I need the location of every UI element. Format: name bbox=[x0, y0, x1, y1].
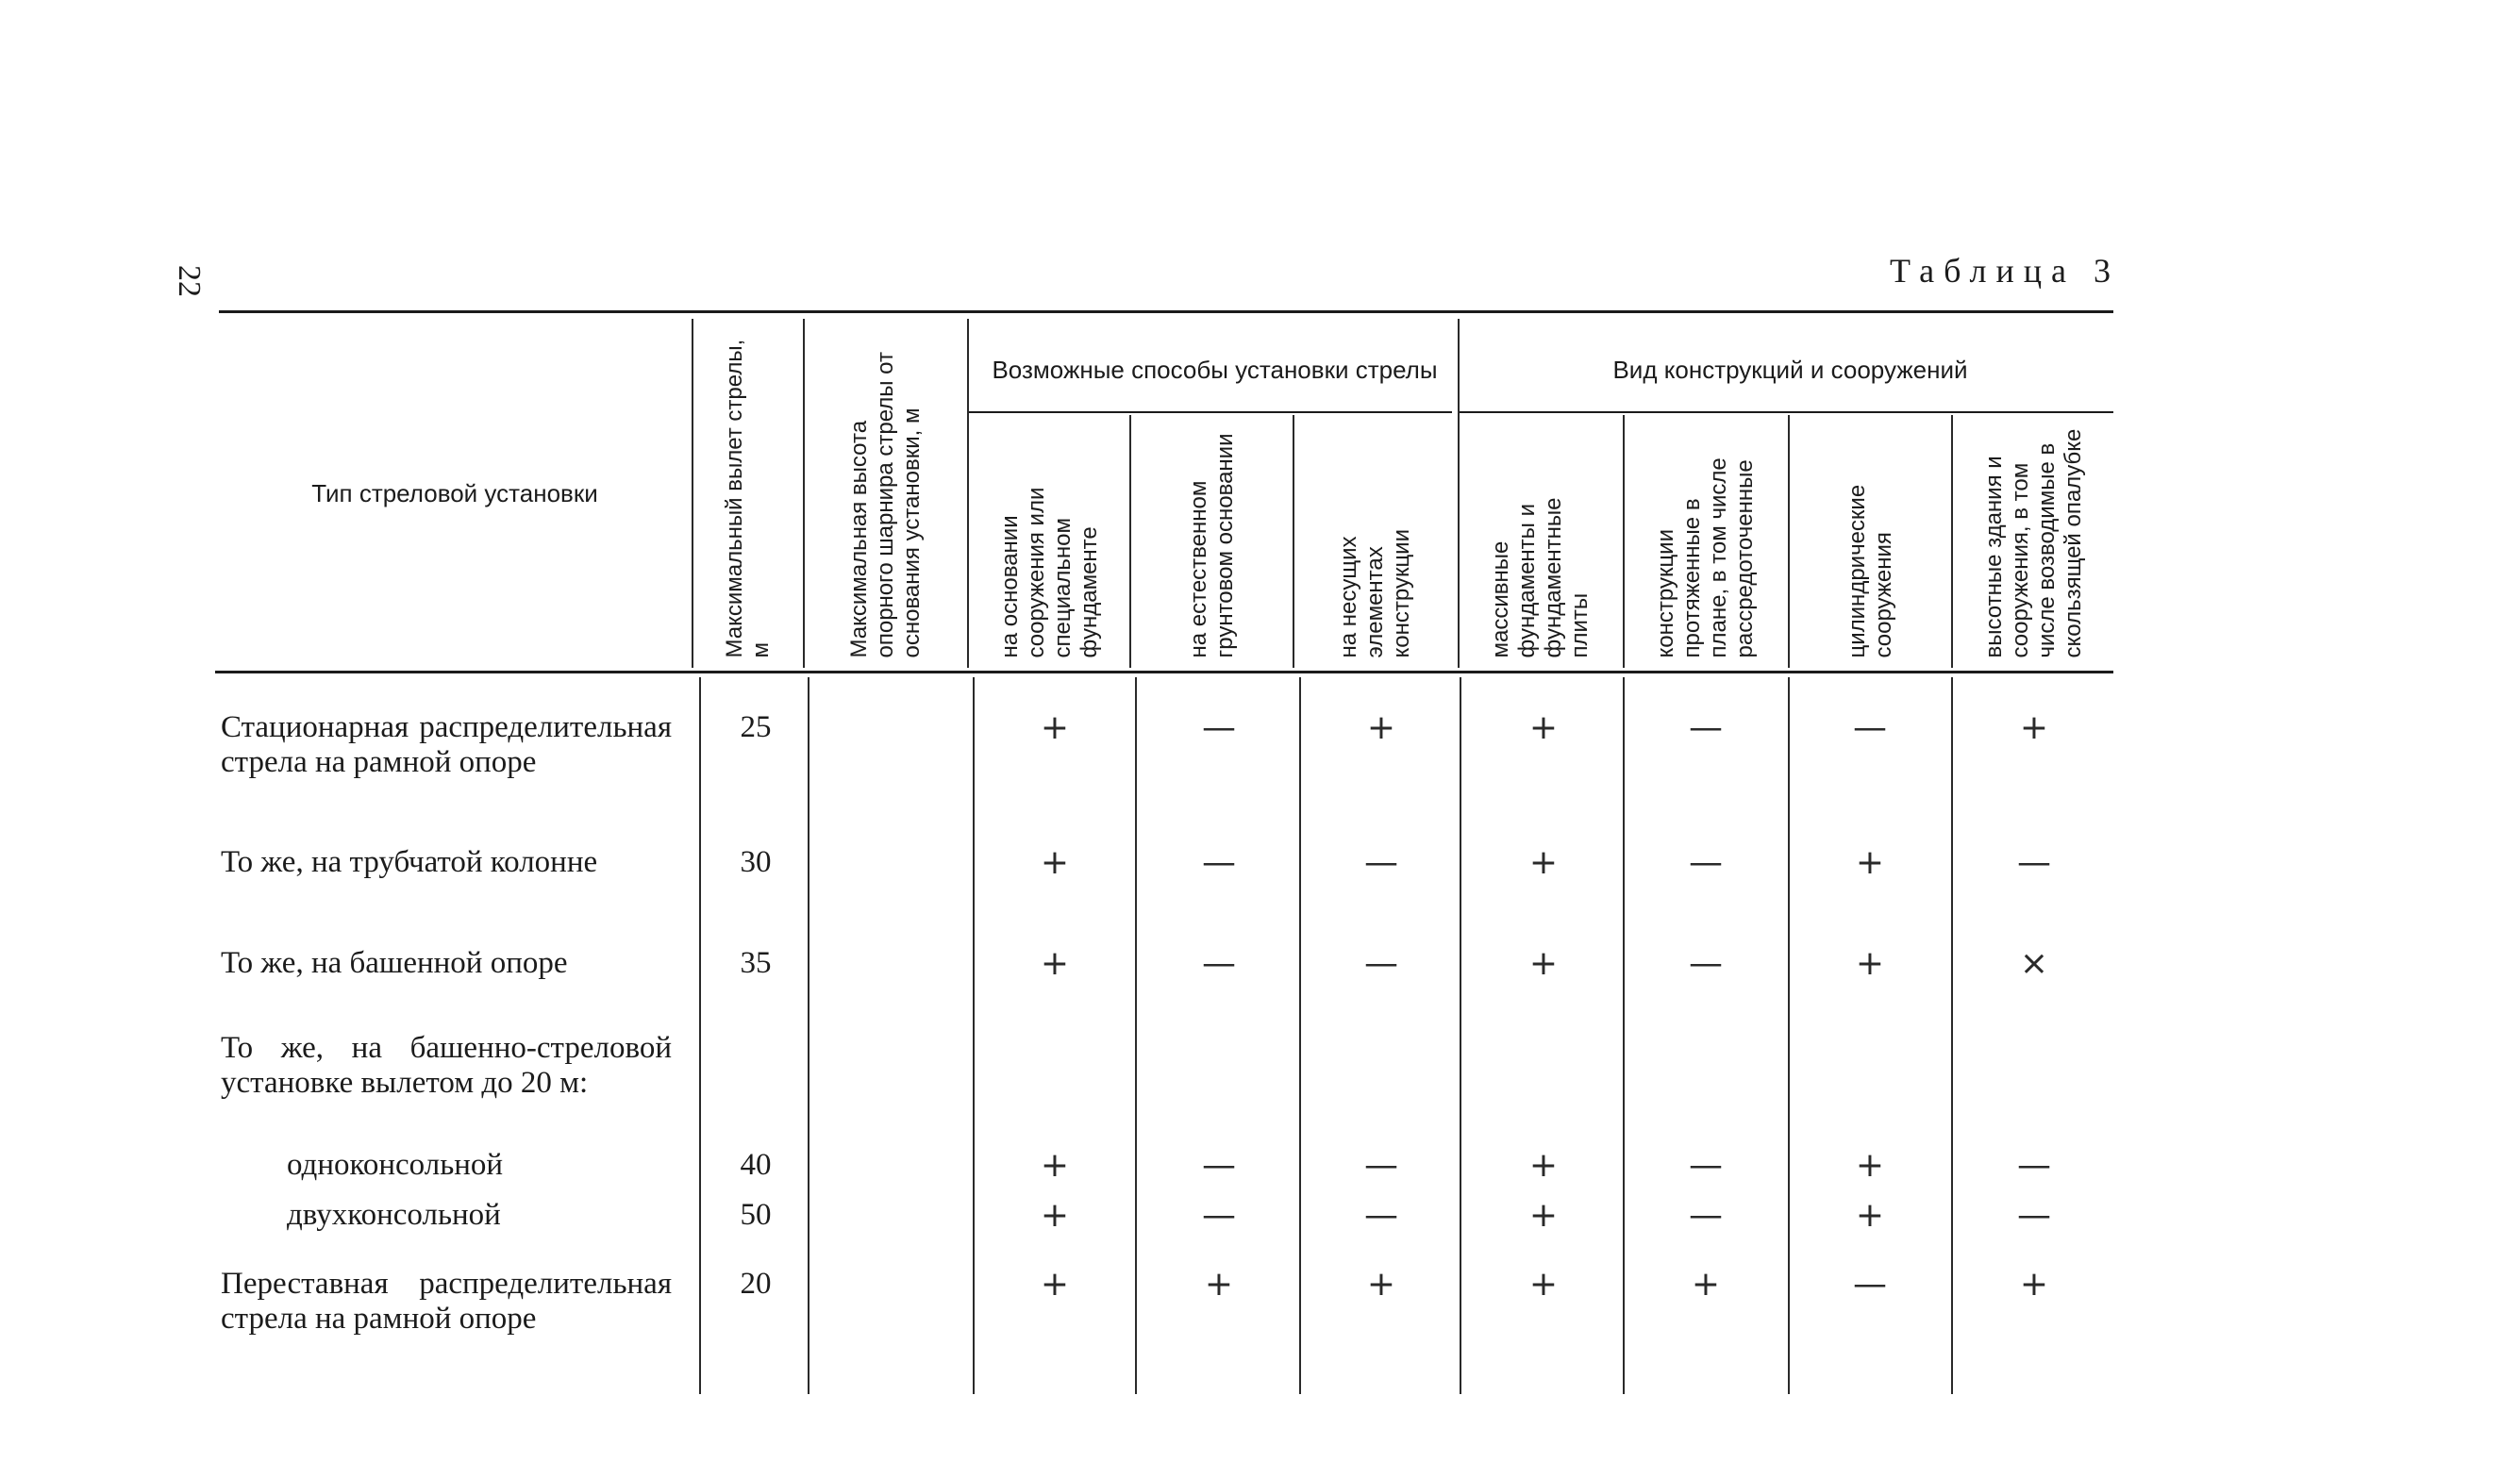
header-install-group: Возможные способы установки стрелы bbox=[992, 356, 1438, 384]
mark-install-ground: — bbox=[1202, 708, 1236, 747]
column-divider bbox=[1135, 677, 1137, 1394]
header-structure-highrise: высотные здания и сооружения, в том числе возводимые в скользящей опалубке bbox=[1980, 428, 2086, 658]
mark-structure-cylindrical: — bbox=[1853, 1265, 1887, 1304]
mark-structure-cylindrical: + bbox=[1855, 1146, 1885, 1185]
mark-structure-highrise: — bbox=[2017, 843, 2051, 882]
mark-structure-massive: + bbox=[1528, 1146, 1559, 1185]
mark-structure-highrise: + bbox=[2019, 708, 2049, 747]
mark-install-ground: + bbox=[1204, 1265, 1234, 1304]
column-divider bbox=[967, 319, 969, 668]
group-header-rule-structure bbox=[1460, 411, 2113, 413]
mark-structure-cylindrical: — bbox=[1853, 708, 1887, 747]
mark-install-structure: + bbox=[1366, 1265, 1396, 1304]
header-bottom-rule bbox=[215, 671, 2113, 673]
mark-structure-massive: + bbox=[1528, 1265, 1559, 1304]
header-install-ground: на естественном грунтовом основании bbox=[1185, 433, 1238, 658]
column-divider bbox=[1299, 677, 1301, 1394]
column-divider bbox=[973, 677, 975, 1394]
mark-install-foundation: + bbox=[1040, 1146, 1070, 1185]
mark-install-foundation: + bbox=[1040, 708, 1070, 747]
header-install-structure: на несущих элементах конструкции bbox=[1335, 529, 1414, 658]
column-divider bbox=[1623, 415, 1625, 668]
mark-install-structure: — bbox=[1364, 1146, 1398, 1185]
header-structure-group: Вид конструкций и сооружений bbox=[1612, 356, 1968, 384]
header-structure-cylindrical: цилиндрические сооружения bbox=[1844, 484, 1896, 658]
column-divider bbox=[1129, 415, 1131, 668]
mark-install-structure: + bbox=[1366, 708, 1396, 747]
mark-install-ground: — bbox=[1202, 1196, 1236, 1235]
column-divider bbox=[1951, 415, 1953, 668]
mark-structure-massive: + bbox=[1528, 944, 1559, 983]
header-structure-massive: массивные фундаменты и фундаментные плиты bbox=[1487, 497, 1593, 658]
mark-structure-cylindrical: + bbox=[1855, 1196, 1885, 1235]
mark-structure-extended: + bbox=[1691, 1265, 1721, 1304]
table-row-label: То же, на башенно-стреловой установке вылетом до 20 м: bbox=[221, 1031, 672, 1100]
mark-structure-extended: — bbox=[1689, 944, 1723, 983]
table-row-label: То же, на башенной опоре bbox=[221, 946, 568, 980]
mark-install-ground: — bbox=[1202, 843, 1236, 882]
column-divider bbox=[803, 319, 805, 668]
mark-structure-massive: + bbox=[1528, 1196, 1559, 1235]
page-number: 22 bbox=[172, 265, 207, 297]
column-divider bbox=[1788, 415, 1790, 668]
mark-structure-massive: + bbox=[1528, 708, 1559, 747]
column-divider bbox=[1458, 319, 1460, 668]
mark-structure-extended: — bbox=[1689, 1146, 1723, 1185]
table-row-label: То же, на трубчатой колонне bbox=[221, 845, 598, 879]
mark-structure-extended: — bbox=[1689, 1196, 1723, 1235]
mark-install-structure: — bbox=[1364, 1196, 1398, 1235]
table-caption: Таблица 3 bbox=[1890, 252, 2120, 290]
mark-structure-cylindrical: + bbox=[1855, 944, 1885, 983]
mark-install-ground: — bbox=[1202, 1146, 1236, 1185]
mark-structure-extended: — bbox=[1689, 843, 1723, 882]
max-reach-value: 20 bbox=[740, 1267, 772, 1301]
max-reach-value: 30 bbox=[740, 845, 772, 879]
column-divider bbox=[699, 677, 701, 1394]
mark-structure-highrise: — bbox=[2017, 1196, 2051, 1235]
mark-install-structure: — bbox=[1364, 843, 1398, 882]
table-row-label: одноконсольной bbox=[287, 1148, 504, 1182]
max-reach-value: 25 bbox=[740, 710, 772, 744]
mark-structure-highrise: — bbox=[2017, 1146, 2051, 1185]
column-divider bbox=[1460, 677, 1461, 1394]
mark-install-ground: — bbox=[1202, 944, 1236, 983]
column-divider bbox=[692, 319, 693, 668]
table-row-label: Стационарная распределительная стрела на рамной опоре bbox=[221, 710, 672, 779]
mark-structure-extended: — bbox=[1689, 708, 1723, 747]
table-row-label: Переставная распределительная стрела на рамной опоре bbox=[221, 1267, 672, 1336]
header-max-reach: Максимальный вылет стрелы, м bbox=[722, 339, 774, 658]
max-reach-value: 40 bbox=[740, 1148, 772, 1182]
header-install-foundation: на основании сооружения или специальном фундаменте bbox=[996, 487, 1102, 658]
mark-structure-massive: + bbox=[1528, 843, 1559, 882]
group-header-rule-install bbox=[969, 411, 1452, 413]
mark-structure-highrise: × bbox=[2019, 944, 2049, 983]
mark-structure-cylindrical: + bbox=[1855, 843, 1885, 882]
max-reach-value: 35 bbox=[740, 946, 772, 980]
mark-structure-highrise: + bbox=[2019, 1265, 2049, 1304]
header-max-height: Максимальная высота опорного шарнира стрелы от основания установки, м bbox=[845, 352, 925, 658]
mark-install-foundation: + bbox=[1040, 843, 1070, 882]
table-row-label: двухконсольной bbox=[287, 1198, 501, 1232]
column-divider bbox=[1788, 677, 1790, 1394]
mark-install-foundation: + bbox=[1040, 1265, 1070, 1304]
column-divider bbox=[1951, 677, 1953, 1394]
header-structure-extended: конструкции протяженные в плане, в том числе рассредоточенные bbox=[1652, 457, 1758, 658]
header-type: Тип стреловой установки bbox=[311, 479, 598, 507]
mark-install-structure: — bbox=[1364, 944, 1398, 983]
column-divider bbox=[808, 677, 809, 1394]
column-divider bbox=[1623, 677, 1625, 1394]
column-divider bbox=[1293, 415, 1294, 668]
table-top-rule bbox=[219, 310, 2113, 313]
max-reach-value: 50 bbox=[740, 1198, 772, 1232]
mark-install-foundation: + bbox=[1040, 944, 1070, 983]
mark-install-foundation: + bbox=[1040, 1196, 1070, 1235]
